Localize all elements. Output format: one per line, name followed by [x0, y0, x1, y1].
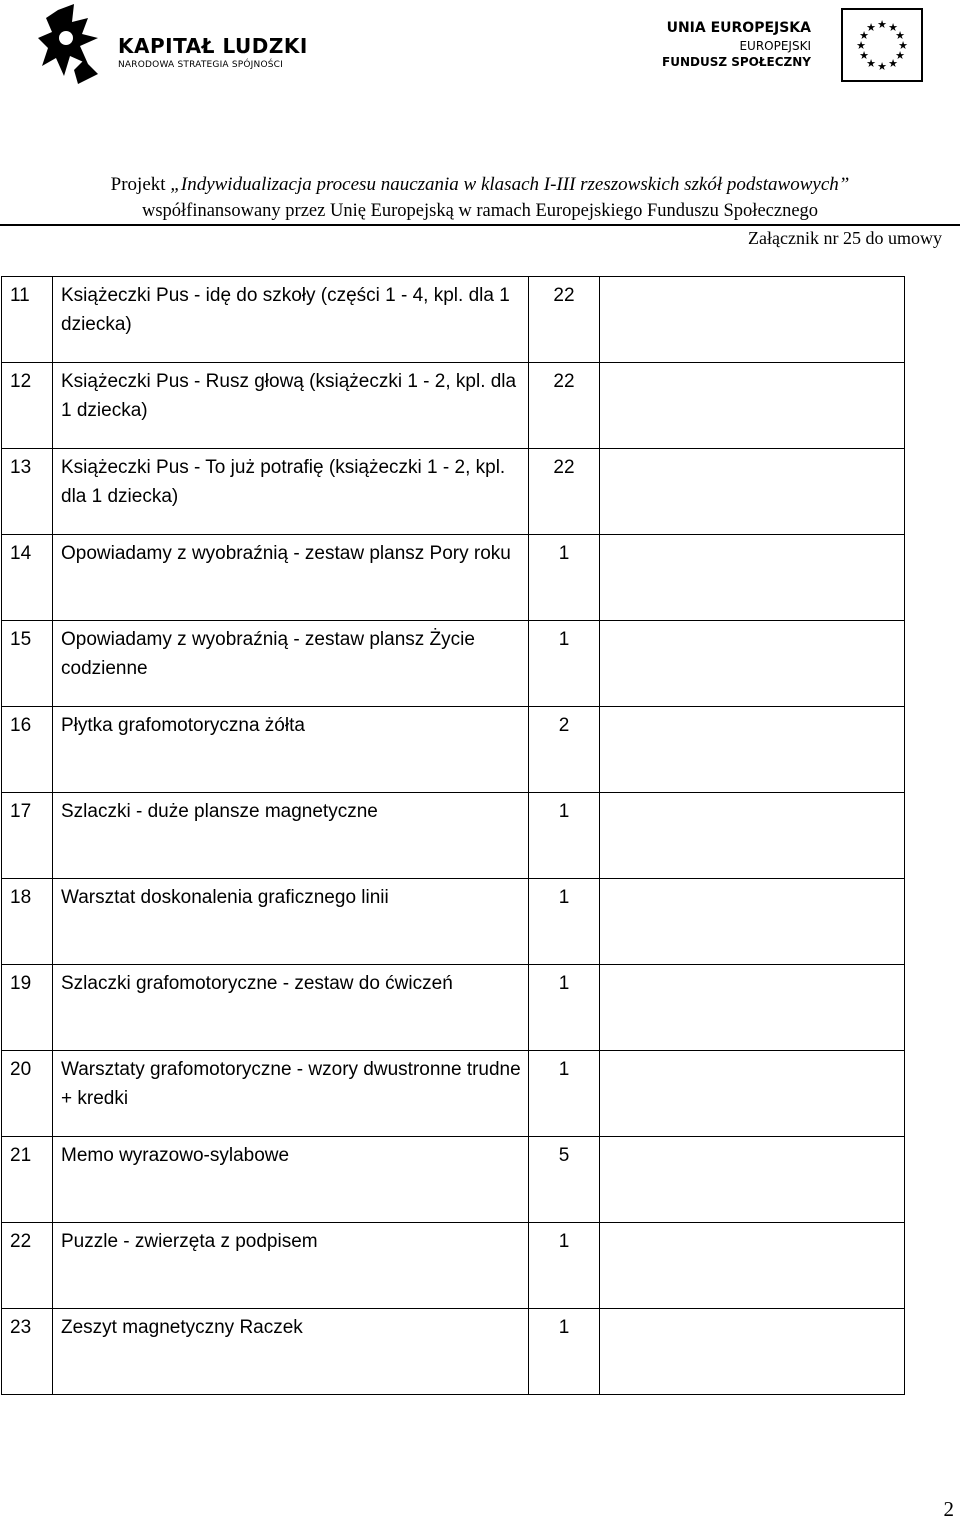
item-extra: [600, 793, 905, 879]
item-name: Opowiadamy z wyobraźnią - zestaw plansz Życie codzienne: [53, 621, 529, 707]
item-extra: [600, 535, 905, 621]
item-extra: [600, 1051, 905, 1137]
cofinanced-line: współfinansowany przez Unię Europejską w ramach Europejskiego Funduszu Społecznego: [141, 201, 819, 221]
eu-logo-line3: FUNDUSZ SPOŁECZNY: [662, 55, 811, 69]
annex-label: Załącznik nr 25 do umowy: [748, 228, 942, 248]
item-extra: [600, 1223, 905, 1309]
table-row: [2, 363, 905, 449]
table-row: [2, 1223, 905, 1309]
table-row: [2, 449, 905, 535]
eu-flag-icon: [841, 8, 923, 82]
logo-left-subtitle: NARODOWA STRATEGIA SPÓJNOŚCI: [118, 60, 283, 70]
table-row: [2, 535, 905, 621]
row-number: 13: [2, 449, 53, 535]
item-name: Szlaczki grafomotoryczne - zestaw do ćwiczeń: [53, 965, 529, 1051]
svg-text:★: ★: [859, 49, 869, 62]
item-name: Zeszyt magnetyczny Raczek: [53, 1309, 529, 1395]
row-number: 17: [2, 793, 53, 879]
svg-text:★: ★: [856, 39, 866, 52]
table-row: [2, 707, 905, 793]
svg-text:★: ★: [859, 29, 869, 42]
logo-left-title: KAPITAŁ LUDZKI: [118, 34, 308, 58]
svg-text:★: ★: [866, 57, 876, 70]
svg-text:★: ★: [877, 18, 887, 31]
item-name: Warsztat doskonalenia graficznego linii: [53, 879, 529, 965]
row-number: 23: [2, 1309, 53, 1395]
item-name: Książeczki Pus - Rusz głową (książeczki 1 - 2, kpl. dla 1 dziecka): [53, 363, 529, 449]
item-extra: [600, 1309, 905, 1395]
item-quantity: 1: [529, 1223, 600, 1309]
item-quantity: 1: [529, 793, 600, 879]
item-quantity: 2: [529, 707, 600, 793]
item-quantity: 22: [529, 363, 600, 449]
item-extra: [600, 965, 905, 1051]
eu-logo-line1: UNIA EUROPEJSKA: [666, 20, 811, 36]
item-quantity: 1: [529, 535, 600, 621]
table-row: [2, 1137, 905, 1223]
eu-logo-text: [662, 18, 811, 70]
item-name: Płytka grafomotoryczna żółta: [53, 707, 529, 793]
item-extra: [600, 1137, 905, 1223]
item-name: Opowiadamy z wyobraźnią - zestaw plansz Pory roku: [53, 535, 529, 621]
table-row: [2, 1051, 905, 1137]
item-quantity: 1: [529, 1309, 600, 1395]
item-quantity: 5: [529, 1137, 600, 1223]
svg-text:★: ★: [877, 60, 887, 73]
row-number: 18: [2, 879, 53, 965]
svg-text:★: ★: [888, 21, 898, 34]
item-quantity: 22: [529, 277, 600, 363]
item-name: Memo wyrazowo-sylabowe: [53, 1137, 529, 1223]
row-number: 19: [2, 965, 53, 1051]
items-table-body: [2, 277, 905, 1395]
item-quantity: 22: [529, 449, 600, 535]
item-extra: [600, 363, 905, 449]
project-header: [0, 172, 960, 224]
table-row: [2, 879, 905, 965]
kapital-ludzki-emblem-icon: [38, 4, 110, 88]
page-number: 2: [943, 1497, 954, 1521]
project-title-line: [0, 172, 960, 198]
eu-logo: [655, 8, 939, 88]
project-title: „Indywidualizacja procesu nauczania w klasach I-III rzeszowskich szkół podstawowych”: [170, 174, 850, 195]
item-name: Warsztaty grafomotoryczne - wzory dwustronne trudne + kredki: [53, 1051, 529, 1137]
item-name: Puzzle - zwierzęta z podpisem: [53, 1223, 529, 1309]
item-extra: [600, 449, 905, 535]
item-extra: [600, 277, 905, 363]
eu-logo-line2: EUROPEJSKI: [739, 39, 811, 53]
row-number: 11: [2, 277, 53, 363]
items-table: [1, 276, 905, 1395]
item-extra: [600, 879, 905, 965]
row-number: 22: [2, 1223, 53, 1309]
table-row: [2, 965, 905, 1051]
item-quantity: 1: [529, 1051, 600, 1137]
row-number: 14: [2, 535, 53, 621]
item-quantity: 1: [529, 965, 600, 1051]
item-name: Książeczki Pus - idę do szkoły (części 1 - 4, kpl. dla 1 dziecka): [53, 277, 529, 363]
svg-text:★: ★: [898, 39, 908, 52]
row-number: 20: [2, 1051, 53, 1137]
row-number: 12: [2, 363, 53, 449]
table-row: [2, 793, 905, 879]
kapital-ludzki-logo: [38, 4, 318, 90]
item-quantity: 1: [529, 621, 600, 707]
svg-text:★: ★: [888, 57, 898, 70]
item-quantity: 1: [529, 879, 600, 965]
item-name: Szlaczki - duże plansze magnetyczne: [53, 793, 529, 879]
svg-text:★: ★: [895, 49, 905, 62]
table-row: [2, 277, 905, 363]
table-row: [2, 621, 905, 707]
table-row: [2, 1309, 905, 1395]
svg-text:★: ★: [866, 21, 876, 34]
project-prefix: Projekt: [110, 174, 171, 195]
item-extra: [600, 707, 905, 793]
svg-text:★: ★: [895, 29, 905, 42]
item-extra: [600, 621, 905, 707]
row-number: 21: [2, 1137, 53, 1223]
item-name: Książeczki Pus - To już potrafię (książeczki 1 - 2, kpl. dla 1 dziecka): [53, 449, 529, 535]
row-number: 16: [2, 707, 53, 793]
row-number: 15: [2, 621, 53, 707]
